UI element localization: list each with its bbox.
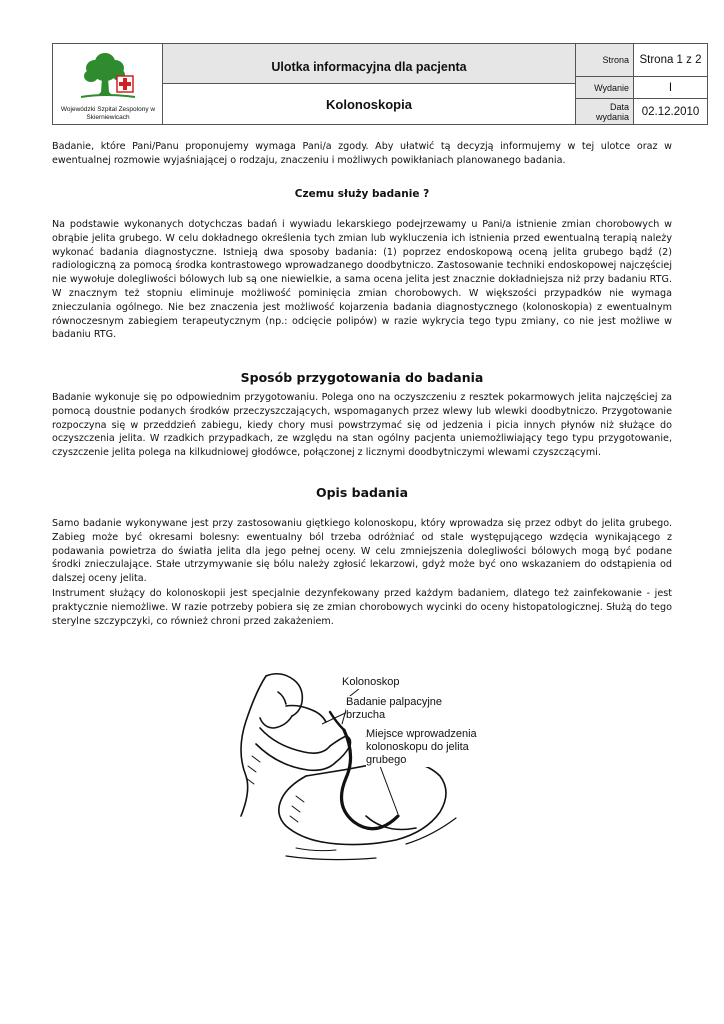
label-colonoscope: Kolonoskop (342, 676, 400, 688)
page-label: Strona (576, 44, 634, 77)
label-palpation: Badanie palpacyjne brzucha (346, 696, 456, 722)
document-name: Kolonoskopia (163, 84, 576, 124)
description-heading: Opis badania (315, 485, 409, 500)
page-value: Strona 1 z 2 (634, 44, 707, 77)
intro-paragraph: Badanie, które Pani/Panu proponujemy wymaga Pani/a zgody. Aby ułatwić tą decyzją informujemy w tej ulotce oraz w ewentualnej rozmowie wyjaśniającej o rodzaju, znaczeniu i możliwych powikłaniach planowanego badania. (52, 141, 672, 166)
purpose-paragraph: Na podstawie wykonanych dotychczas badań i wywiadu lekarskiego podejrzewamy u Pani/a istnienie zmian chorobowych w obrąbie jelita grubego. W celu dokładnego określenia tych zmian lub wykluczenia ich istnienia przed ewentualną terapią należy wykonać badania diagnostyczne. Istnieją dwa sposoby badania: (1) poprzez endoskopową oceną jelita grubego bądź (2) radiologiczną za pomocą środka kontrastowego wprowadzanego doodbytniczo. Zastosowanie techniki endoskopowej najczęściej nie wywołuje dolegliwości bólowych lub są one niewielkie, a sama ocena jelita jest znacznie dokładniejsza niż przy badaniu RTG. W znacznym też stopniu eliminuje możliwość pominięcia zmian chorobowych. W większości przypadków nie wymaga znieczulania ogólnego. Nie bez znaczenia jest możliwość kojarzenia badania diagnostycznego (kolonoskopia) z ewentualnym równoczesnym zabiegiem terapeutycznym (np.: odcięcie polipów) w razie wykrycia tego typu zmiany, co nie jest możliwe w badaniu RTG. (52, 219, 672, 341)
date-value: 02.12.2010 (641, 105, 700, 118)
logo-cell (53, 44, 163, 124)
edition-label: Wydanie (576, 77, 634, 99)
label-insertion: Miejsce wprowadzenia kolonoskopu do jelita grubego (366, 728, 477, 766)
preparation-paragraph: Badanie wykonuje się po odpowiednim przygotowaniu. Polega ono na oczyszczeniu z resztek pokarmowych jelita najczęściej za pomocą doustnie podanych środków przeczyszczających, wspomaganych przez wlewy lub wlewki doodbytniczo. Przygotowanie rozpoczyna się w przeddzień zabiegu, kiedy chory musi powstrzymać się od jedzenia i picia innych płynów niż służące do oczyszczenia jelita. W rzadkich przypadkach, ze względu na stan ogólny pacjenta uniemożliwiający tego typu przygotowanie, czyszczenie jelita polega na kilkudniowej głodówce, połączonej z licznymi doodbytniczymi wlewami czyszczącymi. (52, 392, 672, 459)
colonoscopy-illustration (226, 666, 482, 866)
leaflet-title: Ulotka informacyjna dla pacjenta (163, 44, 576, 84)
edition-value: I (634, 77, 707, 99)
description-paragraph-1: Samo badanie wykonywane jest przy zastosowaniu giętkiego kolonoskopu, który wprowadza się przez odbyt do jelita grubego. Zabieg może być okresami bolesny: ewentualny ból trzeba odróżniać od stale występującego wzdęcia wynikającego z podawania powietrza do światła jelita dla jego pełnej oceny. W celu zmniejszenia dolegliwości bólowych mogą być podane środki znieczulające. Stałe utrzymywanie się bólu należy zgłosić lekarzowi, gdyż może być ono wskazaniem do odstąpienia od dalszej oceny jelita. (52, 518, 672, 585)
document-header (52, 43, 708, 125)
purpose-heading: Czemu służy badanie ? (294, 188, 430, 200)
date-label: Data wydania (576, 99, 634, 124)
preparation-heading: Sposób przygotowania do badania (240, 370, 484, 385)
hospital-logo-icon (53, 44, 163, 106)
description-paragraph-2: Instrument służący do kolonoskopii jest specjalnie dezynfekowany przed każdym badaniem, dlatego też zainfekowanie - jest praktycznie niemożliwe. W razie potrzeby pobiera się ze zmian chorobowych wycinki do oceny histopatologicznej. Służą do tego sterylne szczypczyki, co również chroni przed zakażeniem. (52, 588, 672, 627)
hospital-name: Wojewódzki Szpital Zespolony w Skierniewicach (60, 106, 156, 121)
